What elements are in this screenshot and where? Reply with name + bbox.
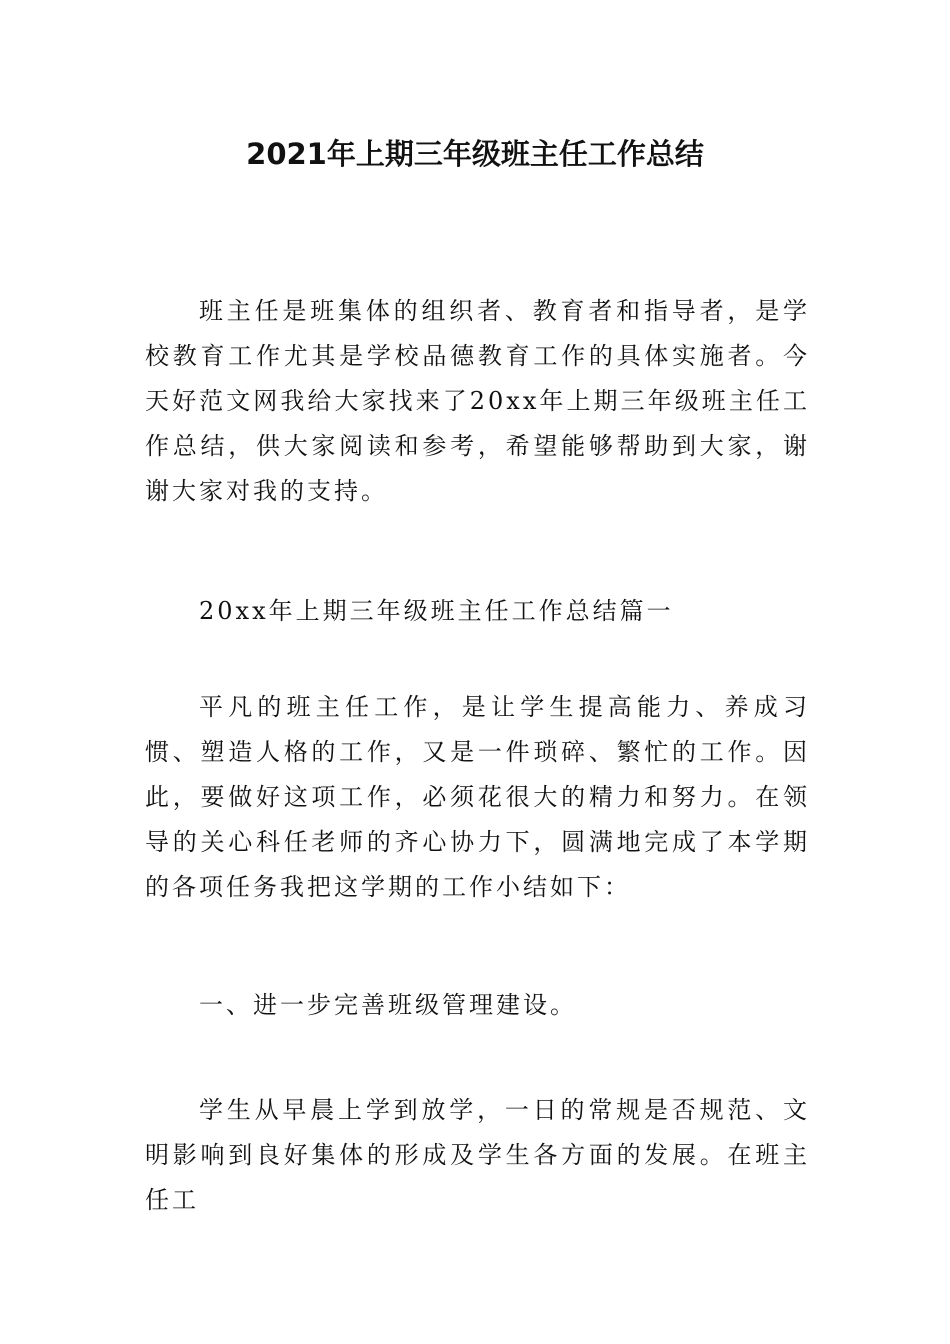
body-paragraph-continued: 学生从早晨上学到放学，一日的常规是否规范、文明影响到良好集体的形成及学生各方面的发展。在班主任工 [145,1096,810,1214]
section-heading: 20xx年上期三年级班主任工作总结篇一 [199,597,674,625]
body-paragraph: 平凡的班主任工作，是让学生提高能力、养成习惯、塑造人格的工作，又是一件琐碎、繁忙的工作。因此，要做好这项工作，必须花很大的精力和努力。在领导的关心科任老师的齐心协力下，圆满地完成了本学期的各项任务我把这学期的工作小结如下： [145,693,810,901]
subsection-heading: 一、进一步完善班级管理建设。 [199,991,577,1019]
document-title: 2021年上期三年级班主任工作总结 [246,137,704,171]
intro-paragraph: 班主任是班集体的组织者、教育者和指导者，是学校教育工作尤其是学校品德教育工作的具体实施者。今天好范文网我给大家找来了20xx年上期三年级班主任工作总结，供大家阅读和参考，希望能够帮助到大家，谢谢大家对我的支持。 [145,297,810,505]
